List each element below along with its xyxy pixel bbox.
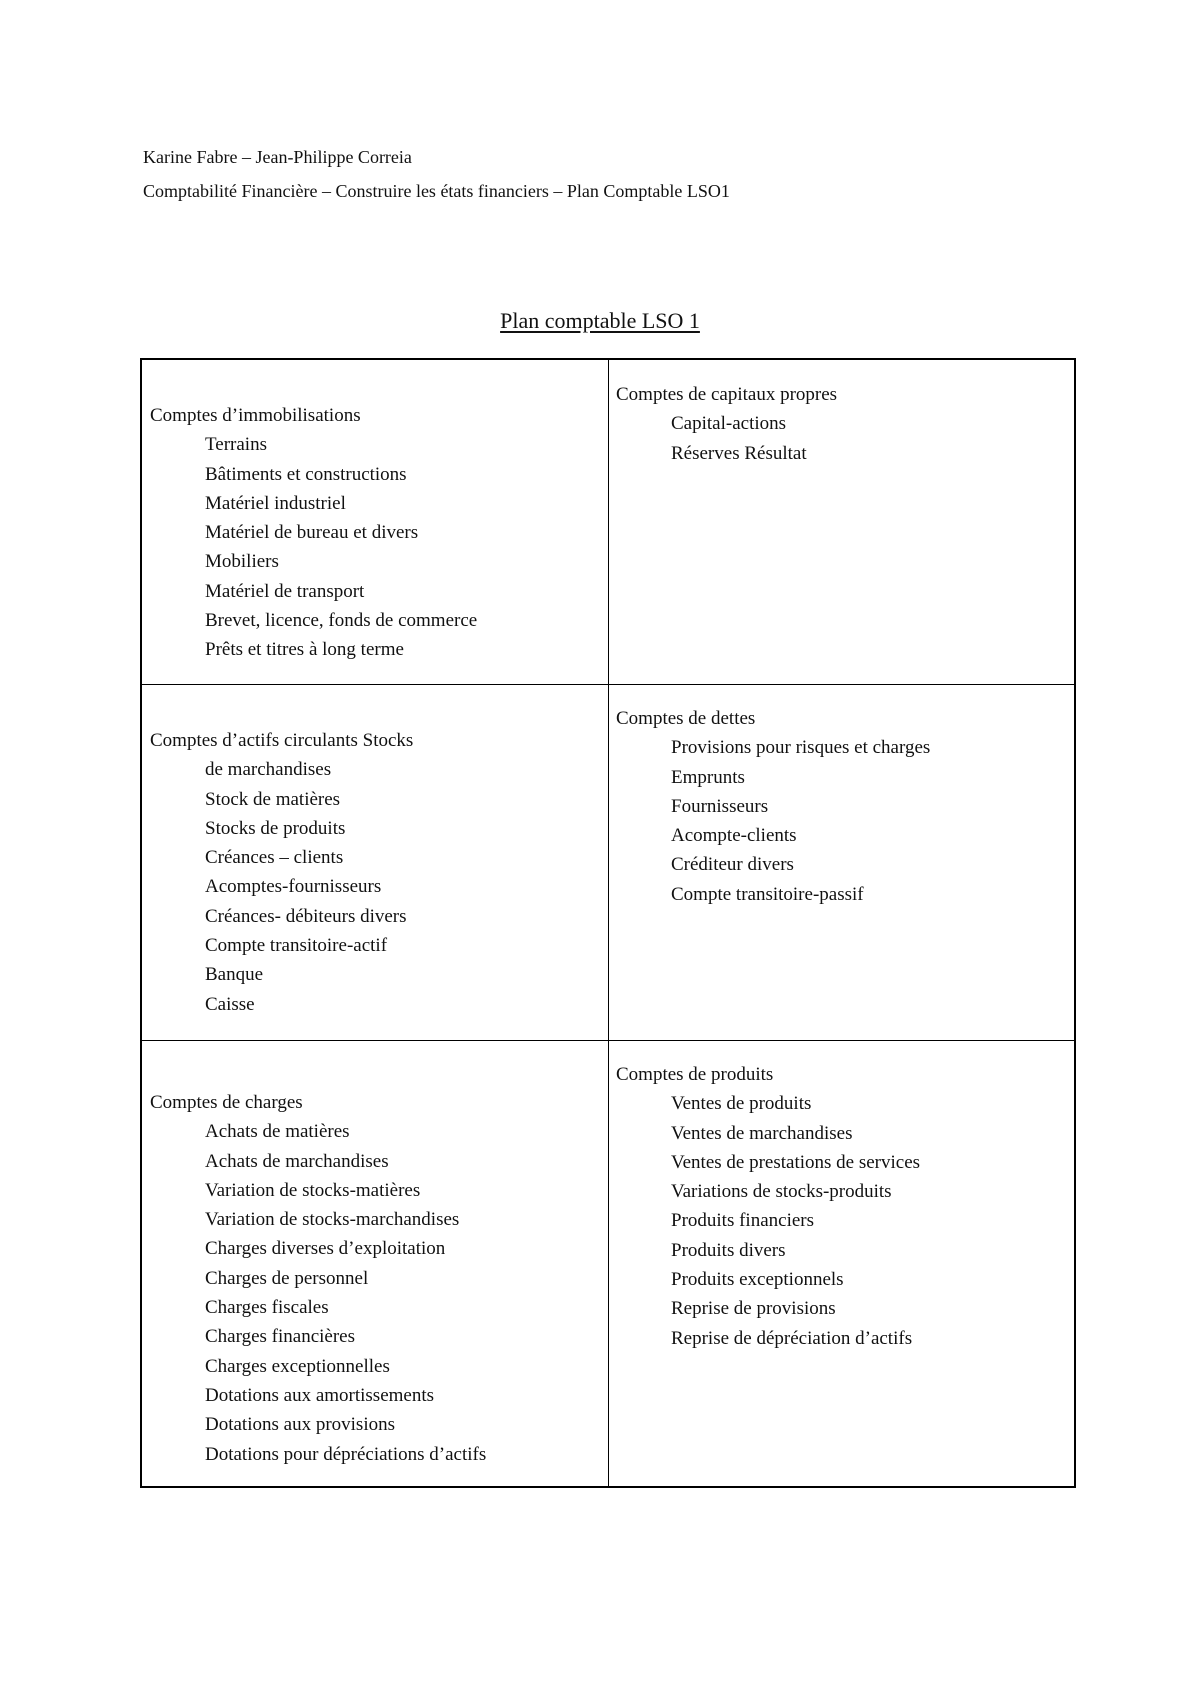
- category-heading: Comptes d’actifs circulants Stocks: [150, 730, 414, 751]
- account-item: Ventes de produits: [671, 1093, 812, 1115]
- account-item: Produits financiers: [671, 1210, 815, 1232]
- row-divider: [142, 684, 1074, 685]
- cell-produits: [616, 1060, 920, 1353]
- document-header: [143, 146, 730, 214]
- category-heading: Comptes d’immobilisations: [150, 405, 361, 426]
- account-item: Bâtiments et constructions: [205, 463, 407, 485]
- account-list: [150, 755, 413, 1019]
- account-item: Dotations aux amortissements: [205, 1384, 435, 1406]
- account-list: [150, 1117, 486, 1469]
- category-heading: Comptes de charges: [150, 1092, 303, 1113]
- account-item: Banque: [205, 964, 264, 986]
- account-list: [616, 409, 837, 468]
- authors-line: Karine Fabre – Jean-Philippe Correia: [143, 147, 412, 167]
- account-item: Produits divers: [671, 1239, 786, 1261]
- account-item: Créditeur divers: [671, 854, 794, 876]
- category-heading: Comptes de dettes: [616, 708, 756, 729]
- account-item: Charges de personnel: [205, 1267, 369, 1289]
- account-item: Ventes de marchandises: [671, 1122, 853, 1144]
- cell-actifs-circulants: [150, 726, 413, 1019]
- account-item: Acomptes-fournisseurs: [205, 876, 382, 898]
- account-list: [616, 1089, 920, 1353]
- account-item: Achats de matières: [205, 1121, 350, 1143]
- account-item: Capital-actions: [671, 413, 787, 435]
- account-item: Dotations pour dépréciations d’actifs: [205, 1443, 487, 1465]
- account-item: Fournisseurs: [671, 795, 769, 817]
- account-item: Terrains: [205, 434, 267, 456]
- account-item: Matériel de bureau et divers: [205, 522, 419, 544]
- account-item: Ventes de prestations de services: [671, 1151, 921, 1173]
- category-heading: Comptes de produits: [616, 1064, 774, 1085]
- page-title: Plan comptable LSO 1: [500, 308, 700, 333]
- account-item: Variation de stocks-matières: [205, 1179, 421, 1201]
- row-divider: [142, 1040, 1074, 1041]
- account-item: Charges fiscales: [205, 1297, 329, 1319]
- account-item: Charges exceptionnelles: [205, 1355, 390, 1377]
- cell-capitaux-propres: [616, 380, 837, 468]
- cell-charges: [150, 1088, 486, 1469]
- account-item: Matériel industriel: [205, 492, 346, 514]
- accounts-table: [140, 358, 1076, 1488]
- account-item: de marchandises: [205, 759, 332, 781]
- account-item: Réserves Résultat: [671, 442, 807, 464]
- account-item: Matériel de transport: [205, 580, 365, 602]
- course-line: Comptabilité Financière – Construire les états financiers – Plan Comptable LSO1: [143, 181, 730, 201]
- account-item: Acompte-clients: [671, 825, 797, 847]
- account-item: Compte transitoire-passif: [671, 883, 864, 905]
- category-heading: Comptes de capitaux propres: [616, 384, 838, 405]
- account-item: Mobiliers: [205, 551, 279, 573]
- account-item: Variations de stocks-produits: [671, 1181, 892, 1203]
- account-item: Compte transitoire-actif: [205, 935, 388, 957]
- account-item: Charges financières: [205, 1326, 356, 1348]
- account-item: Produits exceptionnels: [671, 1269, 844, 1291]
- account-item: Dotations aux provisions: [205, 1414, 395, 1436]
- account-item: Emprunts: [671, 766, 745, 788]
- account-item: Créances – clients: [205, 847, 344, 869]
- account-item: Caisse: [205, 993, 255, 1015]
- account-list: [150, 430, 477, 664]
- account-list: [616, 733, 930, 909]
- cell-dettes: [616, 704, 930, 909]
- account-item: Reprise de dépréciation d’actifs: [671, 1327, 913, 1349]
- account-item: Provisions pour risques et charges: [671, 737, 931, 759]
- account-item: Charges diverses d’exploitation: [205, 1238, 446, 1260]
- account-item: Achats de marchandises: [205, 1150, 389, 1172]
- cell-immobilisations: [150, 401, 477, 665]
- account-item: Stocks de produits: [205, 817, 346, 839]
- account-item: Stock de matières: [205, 788, 341, 810]
- account-item: Reprise de provisions: [671, 1298, 836, 1320]
- account-item: Brevet, licence, fonds de commerce: [205, 610, 478, 632]
- account-item: Prêts et titres à long terme: [205, 639, 404, 661]
- account-item: Créances- débiteurs divers: [205, 905, 407, 927]
- account-item: Variation de stocks-marchandises: [205, 1209, 460, 1231]
- column-divider: [608, 360, 609, 1486]
